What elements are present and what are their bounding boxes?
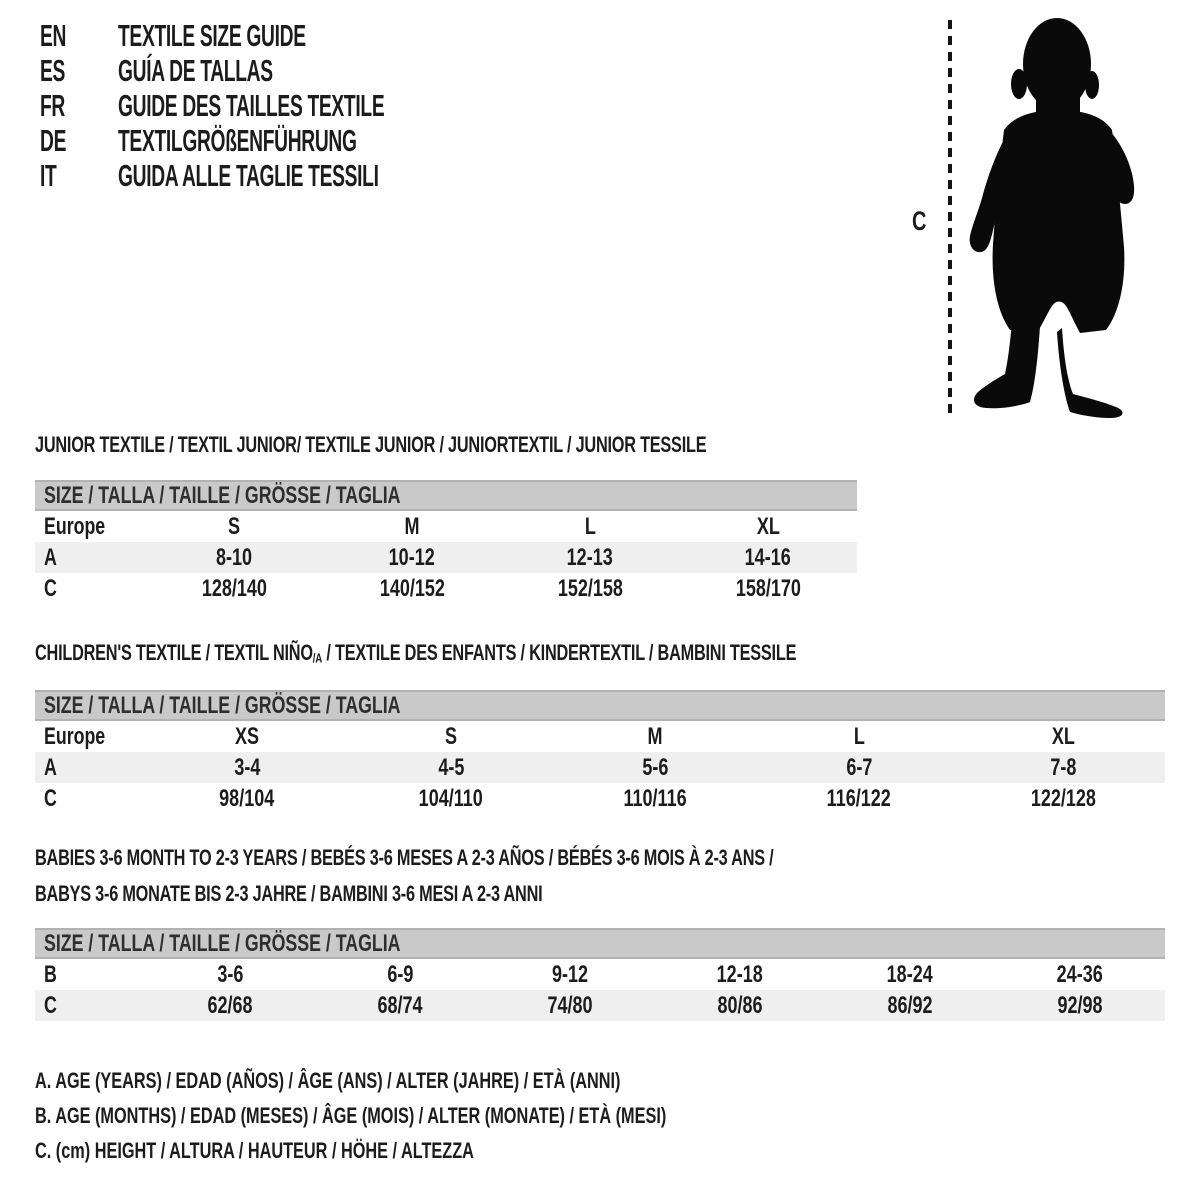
size-cell: M bbox=[404, 512, 420, 540]
size-cell: S bbox=[444, 722, 457, 750]
row-label-cell: Europe bbox=[44, 722, 106, 750]
section-heading-babies: BABIES 3-6 MONTH TO 2-3 YEARS / BEBÉS 3-6 MESES A 2-3 AÑOS / BÉBÉS 3-6 MOIS À 2-3 ANS / BABYS 3-6 MONATE BIS 2-3 JAHRE / BAMBINI 3-6 MESI A 2-3 ANNI bbox=[35, 845, 774, 906]
language-code: IT bbox=[40, 157, 57, 193]
row-label-cell: A bbox=[44, 543, 57, 571]
row-label-cell: C bbox=[44, 784, 57, 812]
size-table-header: SIZE / TALLA / TAILLE / GRÖSSE / TAGLIA bbox=[35, 928, 1165, 959]
value-cell: 98/104 bbox=[219, 784, 275, 812]
size-cell: M bbox=[647, 722, 663, 750]
language-code: FR bbox=[40, 87, 66, 123]
language-row-de bbox=[40, 123, 548, 158]
size-cell: L bbox=[584, 512, 596, 540]
table-row-age bbox=[35, 752, 1165, 783]
row-label-cell: C bbox=[44, 574, 57, 602]
page-title-de: TEXTILGRÖßENFÜHRUNG bbox=[118, 122, 357, 158]
row-label-cell: C bbox=[44, 991, 57, 1019]
value-cell: 128/140 bbox=[201, 574, 267, 602]
size-cell: S bbox=[227, 512, 240, 540]
height-measure-label: C bbox=[912, 206, 927, 236]
value-cell: 80/86 bbox=[717, 991, 763, 1019]
value-cell: 110/116 bbox=[623, 784, 687, 812]
size-table-header: SIZE / TALLA / TAILLE / GRÖSSE / TAGLIA bbox=[35, 690, 1165, 721]
table-row-age bbox=[35, 542, 857, 573]
size-cell: XL bbox=[1051, 722, 1075, 750]
value-cell: 104/110 bbox=[418, 784, 484, 812]
value-cell: 152/158 bbox=[557, 574, 623, 602]
row-label-cell: Europe bbox=[44, 512, 106, 540]
value-cell: 116/122 bbox=[826, 784, 892, 812]
section-heading-junior: JUNIOR TEXTILE / TEXTIL JUNIOR/ TEXTILE JUNIOR / JUNIORTEXTIL / JUNIOR TESSILE bbox=[35, 432, 707, 457]
table-row-height bbox=[35, 783, 1165, 814]
value-cell: 3-6 bbox=[216, 960, 244, 988]
value-cell: 12-13 bbox=[566, 543, 614, 571]
size-cell: L bbox=[853, 722, 865, 750]
value-cell: 3-4 bbox=[233, 753, 261, 781]
legend-age-months: B. AGE (MONTHS) / EDAD (MESES) / ÂGE (MOIS) / ALTER (MONATE) / ETÀ (MESI) bbox=[35, 1102, 667, 1128]
value-cell: 140/152 bbox=[379, 574, 445, 602]
baby-toddler-silhouette-icon bbox=[958, 12, 1143, 420]
row-label-cell: A bbox=[44, 753, 57, 781]
value-cell: 158/170 bbox=[735, 574, 801, 602]
language-row-fr bbox=[40, 88, 548, 123]
value-cell: 4-5 bbox=[437, 753, 465, 781]
language-code: EN bbox=[40, 17, 67, 53]
row-label-cell: B bbox=[44, 960, 57, 988]
value-cell: 6-9 bbox=[386, 960, 414, 988]
value-cell: 8-10 bbox=[215, 543, 253, 571]
value-cell: 10-12 bbox=[388, 543, 436, 571]
children-size-table bbox=[35, 690, 1165, 814]
size-cell: XS bbox=[234, 722, 259, 750]
babies-size-table bbox=[35, 928, 1165, 1021]
value-cell: 18-24 bbox=[886, 960, 934, 988]
legend-age-years: A. AGE (YEARS) / EDAD (AÑOS) / ÂGE (ANS) / ALTER (JAHRE) / ETÀ (ANNI) bbox=[35, 1067, 621, 1093]
value-cell: 68/74 bbox=[377, 991, 423, 1019]
value-cell: 12-18 bbox=[716, 960, 764, 988]
section-heading-children: CHILDREN'S TEXTILE / TEXTIL NIÑO/A / TEXTILE DES ENFANTS / KINDERTEXTIL / BAMBINI TESSILE bbox=[35, 640, 797, 666]
value-cell: 14-16 bbox=[744, 543, 792, 571]
language-row-it bbox=[40, 158, 548, 193]
table-row-height bbox=[35, 990, 1165, 1021]
language-code: ES bbox=[40, 52, 66, 88]
value-cell: 9-12 bbox=[551, 960, 589, 988]
value-cell: 5-6 bbox=[641, 753, 669, 781]
language-row-en bbox=[40, 18, 548, 53]
value-cell: 86/92 bbox=[887, 991, 933, 1019]
value-cell: 62/68 bbox=[207, 991, 253, 1019]
value-cell: 7-8 bbox=[1049, 753, 1077, 781]
page-title-es: GUÍA DE TALLAS bbox=[118, 52, 273, 88]
legend-height-cm: C. (cm) HEIGHT / ALTURA / HAUTEUR / HÖHE / ALTEZZA bbox=[35, 1137, 474, 1163]
language-code: DE bbox=[40, 122, 67, 158]
value-cell: 6-7 bbox=[845, 753, 873, 781]
value-cell: 74/80 bbox=[547, 991, 593, 1019]
value-cell: 122/128 bbox=[1030, 784, 1096, 812]
page-title-en: TEXTILE SIZE GUIDE bbox=[118, 17, 306, 53]
junior-size-table bbox=[35, 480, 857, 604]
table-row-height bbox=[35, 573, 857, 604]
value-cell: 92/98 bbox=[1057, 991, 1103, 1019]
language-row-es bbox=[40, 53, 548, 88]
table-row-europe bbox=[35, 721, 1165, 752]
page-title-it: GUIDA ALLE TAGLIE TESSILI bbox=[118, 157, 379, 193]
measurement-legend bbox=[35, 1063, 888, 1168]
height-measure-dashed-line bbox=[948, 20, 952, 414]
value-cell: 24-36 bbox=[1056, 960, 1104, 988]
size-cell: XL bbox=[756, 512, 780, 540]
size-table-header: SIZE / TALLA / TAILLE / GRÖSSE / TAGLIA bbox=[35, 480, 857, 511]
table-row-months bbox=[35, 959, 1165, 990]
language-title-block bbox=[40, 18, 548, 193]
page-title-fr: GUIDE DES TAILLES TEXTILE bbox=[118, 87, 385, 123]
table-row-europe bbox=[35, 511, 857, 542]
